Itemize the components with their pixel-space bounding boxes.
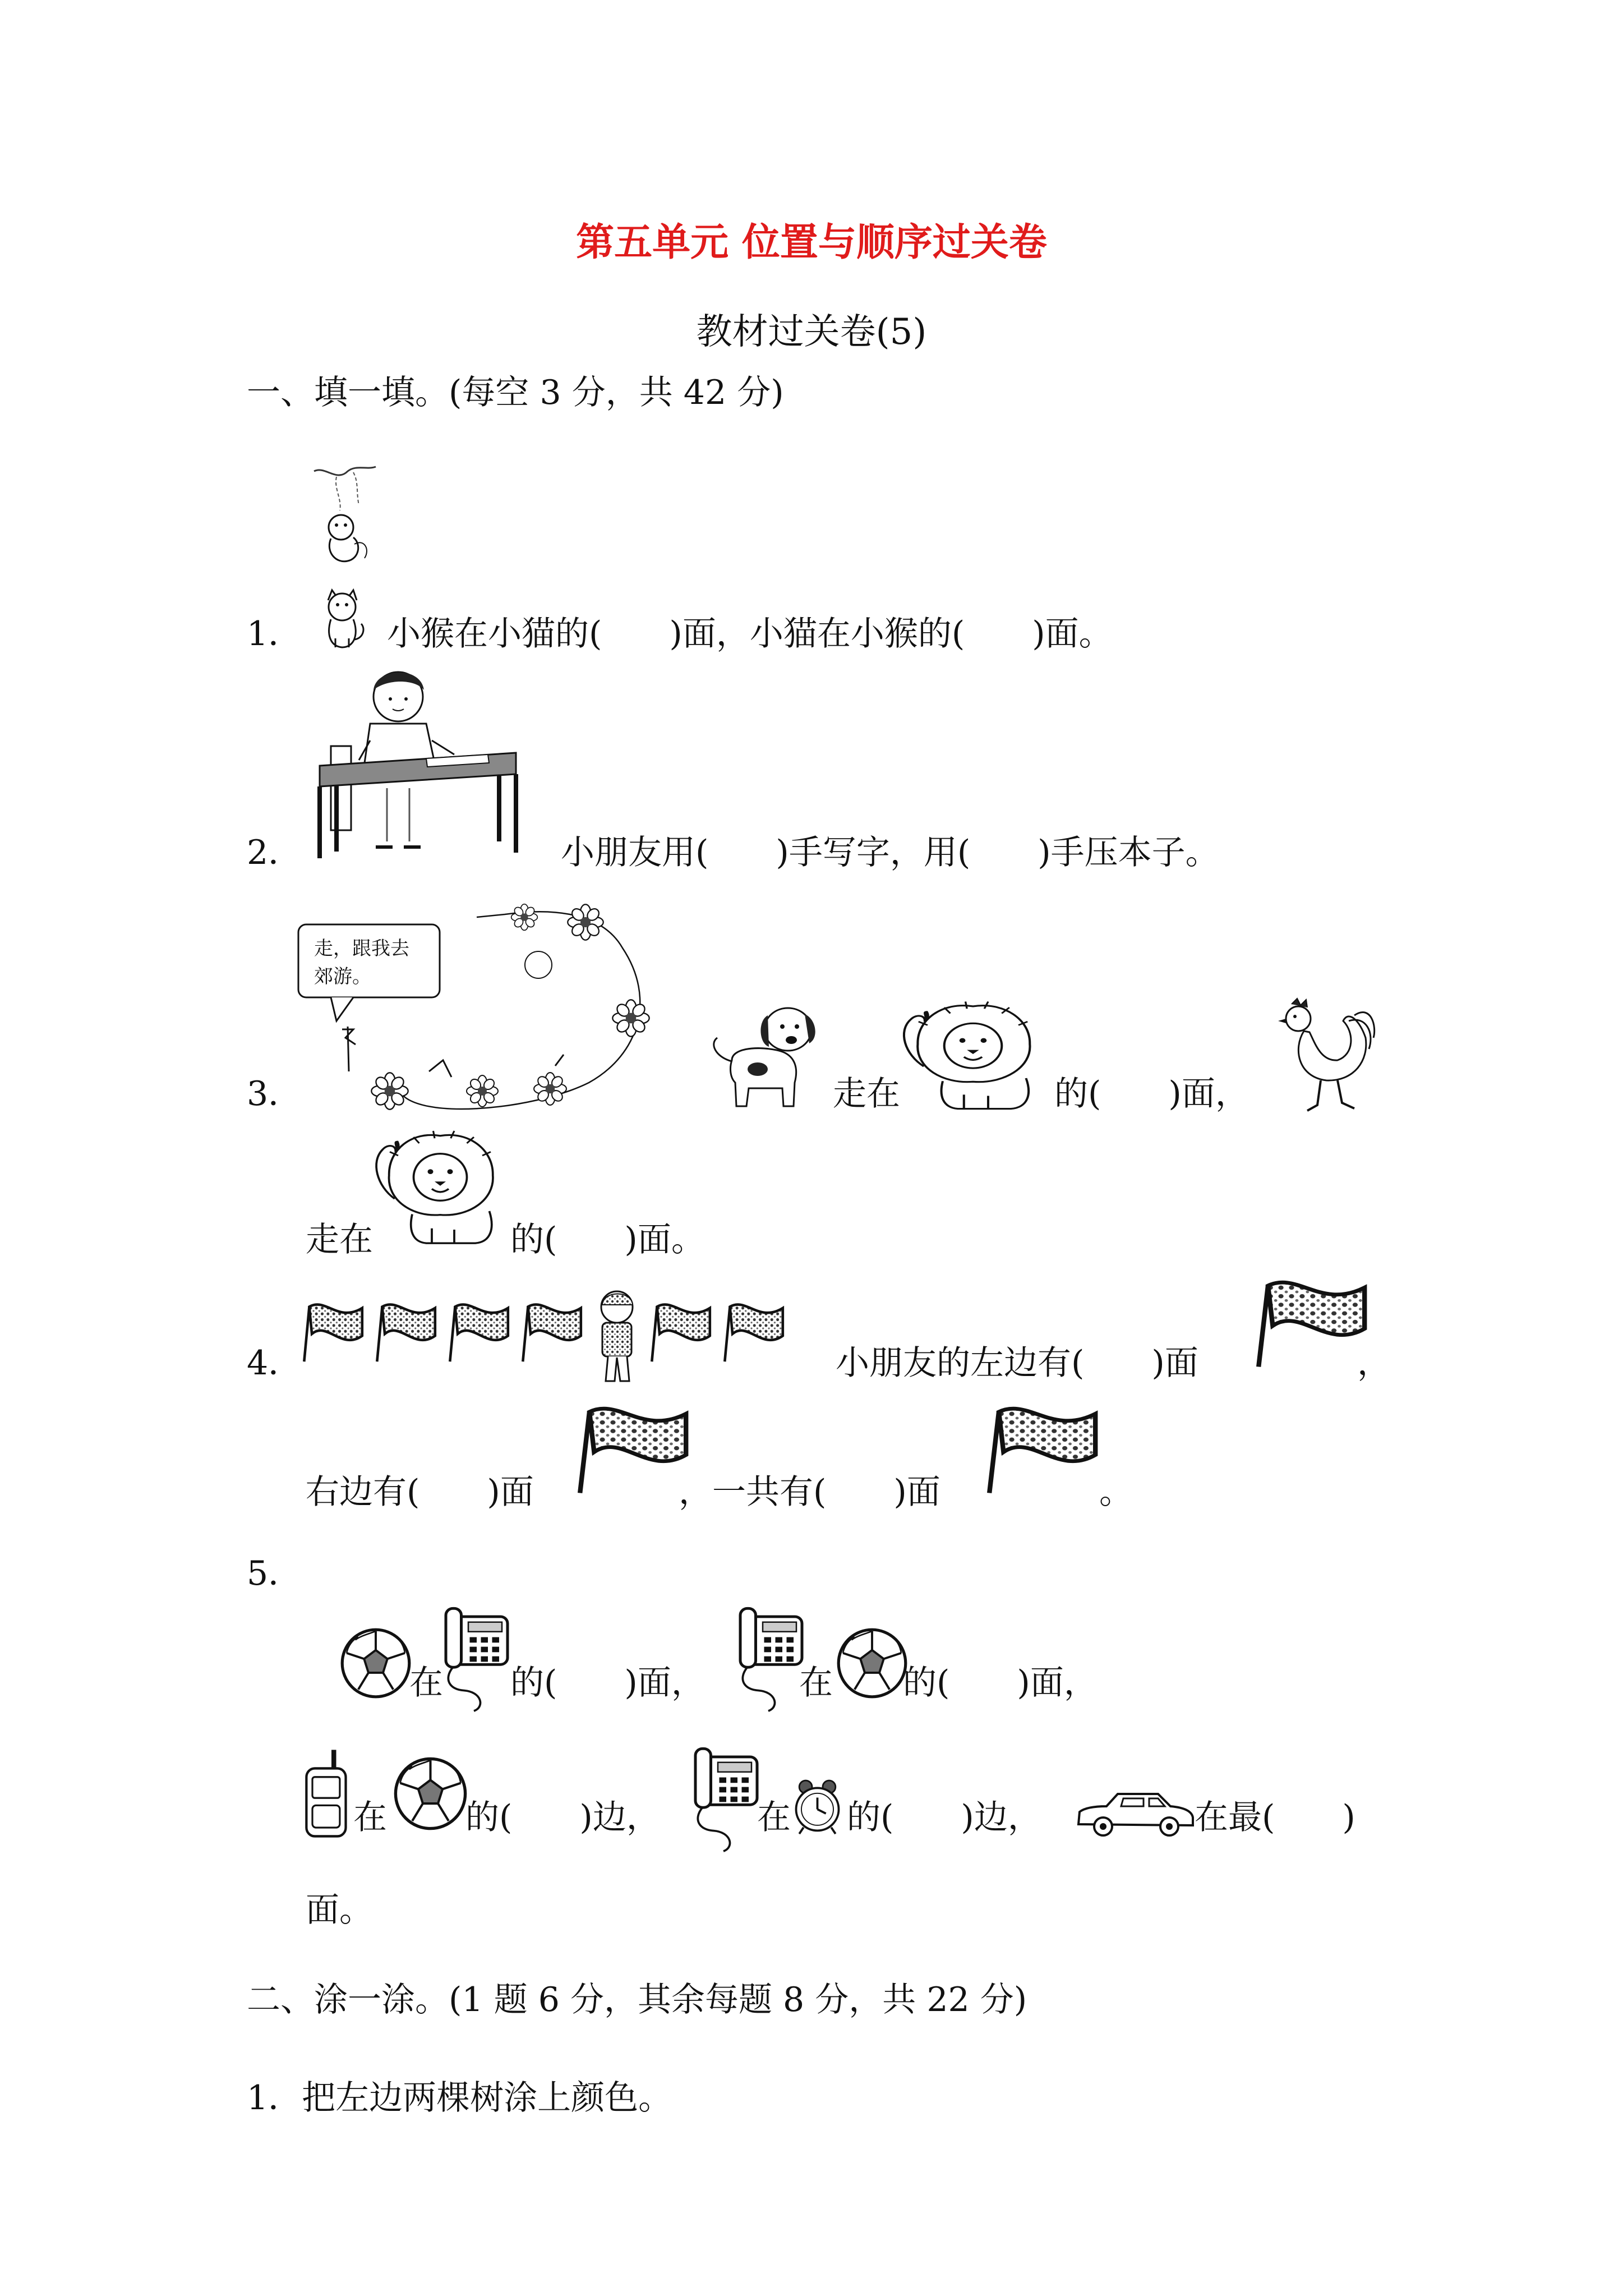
flag-icon <box>987 1402 1105 1498</box>
cat-figure <box>328 590 363 647</box>
child-writing-picture <box>314 662 522 864</box>
speech-bubble-line2: 郊游。 <box>314 965 371 988</box>
cellphone-icon <box>303 1747 351 1840</box>
q1-text: 小猴在小猫的( )面，小猫在小猴的( )面。 <box>387 614 1113 654</box>
q4-comma: ， <box>1357 1343 1391 1383</box>
football-icon <box>393 1756 468 1832</box>
q5-of-side-1: 的( )边， <box>465 1798 660 1837</box>
telephone-icon <box>693 1745 763 1854</box>
page-subtitle: 教材过关卷(5) <box>696 311 927 353</box>
alarm-clock-icon <box>791 1778 844 1837</box>
monkey-cat-picture <box>303 460 387 651</box>
q4-total-text: ，一共有( )面 <box>679 1473 940 1512</box>
q4-end: 。 <box>1099 1473 1133 1512</box>
lion-picture-1 <box>897 996 1049 1114</box>
flag-icon <box>1256 1276 1374 1372</box>
q1-number: 1． <box>247 614 302 654</box>
q4-number: 4． <box>247 1343 302 1383</box>
car-icon <box>1074 1784 1197 1840</box>
q4-right-text: 右边有( )面 <box>306 1473 534 1512</box>
q4-left-text: 小朋友的左边有( )面 <box>836 1343 1198 1383</box>
q5-number: 5． <box>247 1554 302 1593</box>
lion-picture-2 <box>370 1125 510 1248</box>
q2-text: 小朋友用( )手写字，用( )手压本子。 <box>561 833 1219 872</box>
rooster-picture <box>1270 999 1377 1116</box>
football-icon <box>339 1627 412 1700</box>
q5-in: 在 <box>757 1798 791 1837</box>
telephone-icon <box>443 1604 513 1714</box>
section1-heading: 一、填一填。(每空 3 分，共 42 分) <box>247 373 784 412</box>
q3-of-face-1: 的( )面， <box>1054 1074 1249 1114</box>
q2-number: 2． <box>247 833 302 872</box>
q3-walk-in-2: 走在 <box>306 1220 373 1259</box>
q3-walk-in-1: 走在 <box>833 1074 900 1114</box>
q5-of-side-2: 的( )边， <box>847 1798 1041 1837</box>
flag-icon <box>578 1402 695 1498</box>
q5-in: 在 <box>409 1663 443 1703</box>
speech-bubble-line1: 走，跟我去 <box>314 937 409 960</box>
q5-of-face-2: 的( )面， <box>903 1663 1098 1703</box>
q3-number: 3． <box>247 1074 302 1114</box>
q5-of-face-1: 的( )面， <box>510 1663 705 1703</box>
child-figure <box>601 1291 633 1381</box>
q5-most: 在最( ) <box>1195 1798 1355 1837</box>
section2-heading: 二、涂一涂。(1 题 6 分，其余每题 8 分，共 22 分) <box>247 1980 1027 2019</box>
q5-in: 在 <box>799 1663 833 1703</box>
q3-of-face-2: 的( )面。 <box>510 1220 705 1259</box>
section2-q1: 1．把左边两棵树涂上颜色。 <box>247 2078 672 2118</box>
monkey-figure <box>314 467 376 562</box>
excursion-picture <box>297 886 679 1122</box>
telephone-icon <box>737 1604 808 1714</box>
q5-last: 面。 <box>306 1890 373 1930</box>
q5-in: 在 <box>353 1798 387 1837</box>
football-icon <box>836 1627 909 1700</box>
flags-row-picture <box>303 1285 808 1386</box>
page-title: 第五单元 位置与顺序过关卷 <box>576 220 1047 265</box>
dog-picture-1 <box>709 999 827 1111</box>
